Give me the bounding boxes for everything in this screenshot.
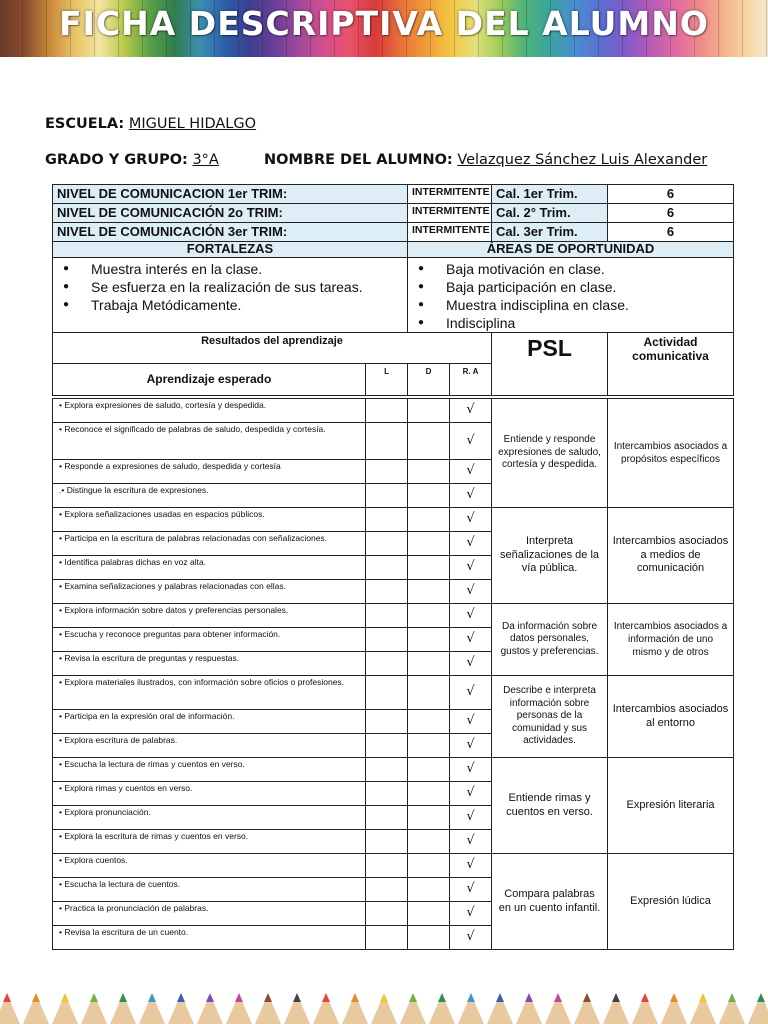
learning-row <box>53 854 734 878</box>
expected-learning-cell: • Explora escritura de palabras. <box>53 734 366 758</box>
school-line <box>45 116 256 132</box>
pencil-lead <box>148 993 156 1002</box>
learning-row <box>53 508 734 532</box>
column-d-cell <box>408 758 450 782</box>
column-d-cell <box>408 580 450 604</box>
column-l-cell <box>366 532 408 556</box>
learning-row <box>53 604 734 628</box>
learning-row <box>53 676 734 710</box>
list-item: ● Muestra interés en la clase. <box>63 260 401 278</box>
activity-cell: Expresión literaria <box>608 758 734 854</box>
check-mark: √ <box>450 604 492 628</box>
level-value: INTERMITENTE <box>408 204 492 223</box>
column-d-cell <box>408 652 450 676</box>
column-ra-heading: R. A <box>450 364 492 396</box>
column-l-cell <box>366 878 408 902</box>
column-l-cell <box>366 580 408 604</box>
column-d-cell <box>408 830 450 854</box>
list-item: ● Baja participación en clase. <box>418 278 727 296</box>
pencil-lead <box>90 993 98 1002</box>
pencil-lead <box>496 993 504 1002</box>
psl-cell: Compara palabras en un cuento infantil. <box>492 854 608 950</box>
expected-learning-cell: • Escucha la lectura de rimas y cuentos en verso. <box>53 758 366 782</box>
check-mark: √ <box>450 902 492 926</box>
pencil-lead <box>119 993 127 1002</box>
pencil-lead <box>293 993 301 1002</box>
activity-cell: Intercambios asociados a medios de comunicación <box>608 508 734 604</box>
check-mark: √ <box>450 806 492 830</box>
pencil-lead <box>264 993 272 1002</box>
column-l-cell <box>366 628 408 652</box>
pencil-lead <box>351 993 359 1002</box>
check-mark: √ <box>450 460 492 484</box>
grade-cal-value: 6 <box>608 204 734 223</box>
pencil-lead <box>525 993 533 1002</box>
expected-learning-cell: • Explora expresiones de saludo, cortesía y despedida. <box>53 399 366 423</box>
learning-row <box>53 399 734 423</box>
expected-learning-cell: • Explora pronunciación. <box>53 806 366 830</box>
expected-learning-cell: • Explora la escritura de rimas y cuentos en verso. <box>53 830 366 854</box>
column-d-cell <box>408 556 450 580</box>
check-mark: √ <box>450 652 492 676</box>
pencil-lead <box>641 993 649 1002</box>
level-label: NIVEL DE COMUNICACIÓN 3er TRIM: <box>53 223 408 242</box>
column-l-cell <box>366 926 408 950</box>
pencil-lead <box>699 993 707 1002</box>
column-d-cell <box>408 806 450 830</box>
check-mark: √ <box>450 580 492 604</box>
psl-cell: Entiende rimas y cuentos en verso. <box>492 758 608 854</box>
pencil-lead <box>728 993 736 1002</box>
psl-cell: Interpreta señalizaciones de la vía pública. <box>492 508 608 604</box>
column-l-cell <box>366 854 408 878</box>
opportunities-heading: ÁREAS DE OPORTUNIDAD <box>408 242 734 258</box>
check-mark: √ <box>450 423 492 460</box>
pencil-lead <box>322 993 330 1002</box>
list-item: ● Indisciplina <box>418 314 727 332</box>
check-mark: √ <box>450 484 492 508</box>
strengths-heading: FORTALEZAS <box>53 242 408 258</box>
page-title: FICHA DESCRIPTIVA DEL ALUMNO <box>59 4 709 43</box>
sections-content-row <box>53 258 734 333</box>
expected-learning-cell: • Escucha la lectura de cuentos. <box>53 878 366 902</box>
opportunities-list <box>408 258 734 333</box>
pencil-lead <box>3 993 11 1002</box>
level-row <box>53 223 734 242</box>
column-l-cell <box>366 652 408 676</box>
activity-cell: Intercambios asociados a información de uno mismo y de otros <box>608 604 734 676</box>
column-d-cell <box>408 484 450 508</box>
column-l-cell <box>366 806 408 830</box>
check-mark: √ <box>450 676 492 710</box>
column-l-cell <box>366 508 408 532</box>
strengths-list <box>53 258 408 333</box>
check-mark: √ <box>450 508 492 532</box>
student-name-label: NOMBRE DEL ALUMNO: <box>264 152 453 168</box>
expected-learning-cell: • Escucha y reconoce preguntas para obtener información. <box>53 628 366 652</box>
pencil-lead <box>554 993 562 1002</box>
expected-learning-cell: • Responde a expresiones de saludo, despedida y cortesía <box>53 460 366 484</box>
column-d-cell <box>408 734 450 758</box>
expected-learning-cell: • Revisa la escritura de un cuento. <box>53 926 366 950</box>
pencil-lead <box>670 993 678 1002</box>
column-l-cell <box>366 423 408 460</box>
pencil-lead <box>235 993 243 1002</box>
psl-cell: Da información sobre datos personales, gustos y preferencias. <box>492 604 608 676</box>
column-d-cell <box>408 628 450 652</box>
list-item: ● Trabaja Metódicamente. <box>63 296 401 314</box>
check-mark: √ <box>450 532 492 556</box>
student-name-value: Velazquez Sánchez Luis Alexander <box>457 152 708 168</box>
psl-cell: Entiende y responde expresiones de saludo, cortesía y despedida. <box>492 399 608 508</box>
column-d-cell <box>408 926 450 950</box>
results-heading-row <box>53 333 734 364</box>
check-mark: √ <box>450 878 492 902</box>
column-l-heading: L <box>366 364 408 396</box>
column-d-cell <box>408 902 450 926</box>
psl-cell: Describe e interpreta información sobre personas de la comunidad y sus actividades. <box>492 676 608 758</box>
column-l-cell <box>366 399 408 423</box>
pencil-lead <box>380 993 388 1002</box>
expected-learning-cell: • Explora cuentos. <box>53 854 366 878</box>
student-name-line <box>264 152 707 168</box>
check-mark: √ <box>450 758 492 782</box>
check-mark: √ <box>450 782 492 806</box>
list-item: ● Muestra indisciplina en clase. <box>418 296 727 314</box>
check-mark: √ <box>450 734 492 758</box>
column-d-cell <box>408 532 450 556</box>
school-label: ESCUELA: <box>45 116 125 132</box>
expected-learning-cell: • Identifica palabras dichas en voz alta. <box>53 556 366 580</box>
column-l-cell <box>366 830 408 854</box>
expected-learning-cell: • Explora materiales ilustrados, con información sobre oficios o profesiones. <box>53 676 366 710</box>
column-d-cell <box>408 676 450 710</box>
grade-cal-label: Cal. 2° Trim. <box>492 204 608 223</box>
grade-cal-label: Cal. 1er Trim. <box>492 185 608 204</box>
column-d-cell <box>408 399 450 423</box>
column-d-heading: D <box>408 364 450 396</box>
expected-learning-cell: • Practica la pronunciación de palabras. <box>53 902 366 926</box>
column-l-cell <box>366 460 408 484</box>
student-record-table <box>52 184 734 950</box>
expected-learning-cell: • Explora información sobre datos y preferencias personales. <box>53 604 366 628</box>
activity-cell: Expresión lúdica <box>608 854 734 950</box>
level-value: INTERMITENTE <box>408 223 492 242</box>
level-label: NIVEL DE COMUNICACIÓN 2o TRIM: <box>53 204 408 223</box>
check-mark: √ <box>450 710 492 734</box>
expected-learning-cell: • Participa en la expresión oral de información. <box>53 710 366 734</box>
column-l-cell <box>366 758 408 782</box>
check-mark: √ <box>450 926 492 950</box>
column-d-cell <box>408 604 450 628</box>
grade-cal-value: 6 <box>608 185 734 204</box>
grade-label: GRADO Y GRUPO: <box>45 152 188 168</box>
column-d-cell <box>408 423 450 460</box>
expected-learning-cell: • Reconoce el significado de palabras de saludo, despedida y cortesía. <box>53 423 366 460</box>
column-l-cell <box>366 484 408 508</box>
learning-row <box>53 758 734 782</box>
column-d-cell <box>408 782 450 806</box>
pencil-lead <box>612 993 620 1002</box>
column-l-cell <box>366 902 408 926</box>
grade-line <box>45 152 240 168</box>
level-row <box>53 204 734 223</box>
activity-cell: Intercambios asociados al entorno <box>608 676 734 758</box>
list-item: ● Baja motivación en clase. <box>418 260 727 278</box>
pencil-lead <box>438 993 446 1002</box>
list-item: ● Se esfuerza en la realización de sus tareas. <box>63 278 401 296</box>
level-value: INTERMITENTE <box>408 185 492 204</box>
activity-heading: Actividad comunicativa <box>608 333 734 396</box>
pencil-lead <box>32 993 40 1002</box>
pencil-lead <box>467 993 475 1002</box>
level-row <box>53 185 734 204</box>
expected-learning-cell: • Participa en la escritura de palabras relacionadas con señalizaciones. <box>53 532 366 556</box>
column-l-cell <box>366 782 408 806</box>
column-l-cell <box>366 676 408 710</box>
expected-learning-cell: • Examina señalizaciones y palabras relacionadas con ellas. <box>53 580 366 604</box>
column-l-cell <box>366 604 408 628</box>
column-d-cell <box>408 854 450 878</box>
column-d-cell <box>408 508 450 532</box>
column-l-cell <box>366 734 408 758</box>
check-mark: √ <box>450 556 492 580</box>
footer-pencils-decoration <box>0 986 768 1024</box>
grade-cal-label: Cal. 3er Trim. <box>492 223 608 242</box>
expected-learning-cell: • Explora rimas y cuentos en verso. <box>53 782 366 806</box>
expected-learning-cell: • Revisa la escritura de preguntas y respuestas. <box>53 652 366 676</box>
expected-learning-heading: Aprendizaje esperado <box>53 364 366 396</box>
sections-heading-row <box>53 242 734 258</box>
column-d-cell <box>408 878 450 902</box>
grade-value: 3°A <box>192 152 219 168</box>
school-value: MIGUEL HIDALGO <box>128 116 257 132</box>
check-mark: √ <box>450 399 492 423</box>
pencil-lead <box>177 993 185 1002</box>
pencil-lead <box>583 993 591 1002</box>
activity-cell: Intercambios asociados a propósitos específicos <box>608 399 734 508</box>
pencil-lead <box>409 993 417 1002</box>
column-l-cell <box>366 556 408 580</box>
check-mark: √ <box>450 854 492 878</box>
level-label: NIVEL DE COMUNICACION 1er TRIM: <box>53 185 408 204</box>
column-d-cell <box>408 460 450 484</box>
expected-learning-cell: • Explora señalizaciones usadas en espacios públicos. <box>53 508 366 532</box>
pencil-lead <box>757 993 765 1002</box>
pencil-lead <box>206 993 214 1002</box>
psl-heading: PSL <box>492 333 608 396</box>
results-heading: Resultados del aprendizaje <box>53 333 492 364</box>
check-mark: √ <box>450 830 492 854</box>
check-mark: √ <box>450 628 492 652</box>
column-l-cell <box>366 710 408 734</box>
column-d-cell <box>408 710 450 734</box>
expected-learning-cell: .• Distingue la escritura de expresiones. <box>53 484 366 508</box>
header-banner <box>0 0 768 57</box>
pencil-lead <box>61 993 69 1002</box>
grade-cal-value: 6 <box>608 223 734 242</box>
